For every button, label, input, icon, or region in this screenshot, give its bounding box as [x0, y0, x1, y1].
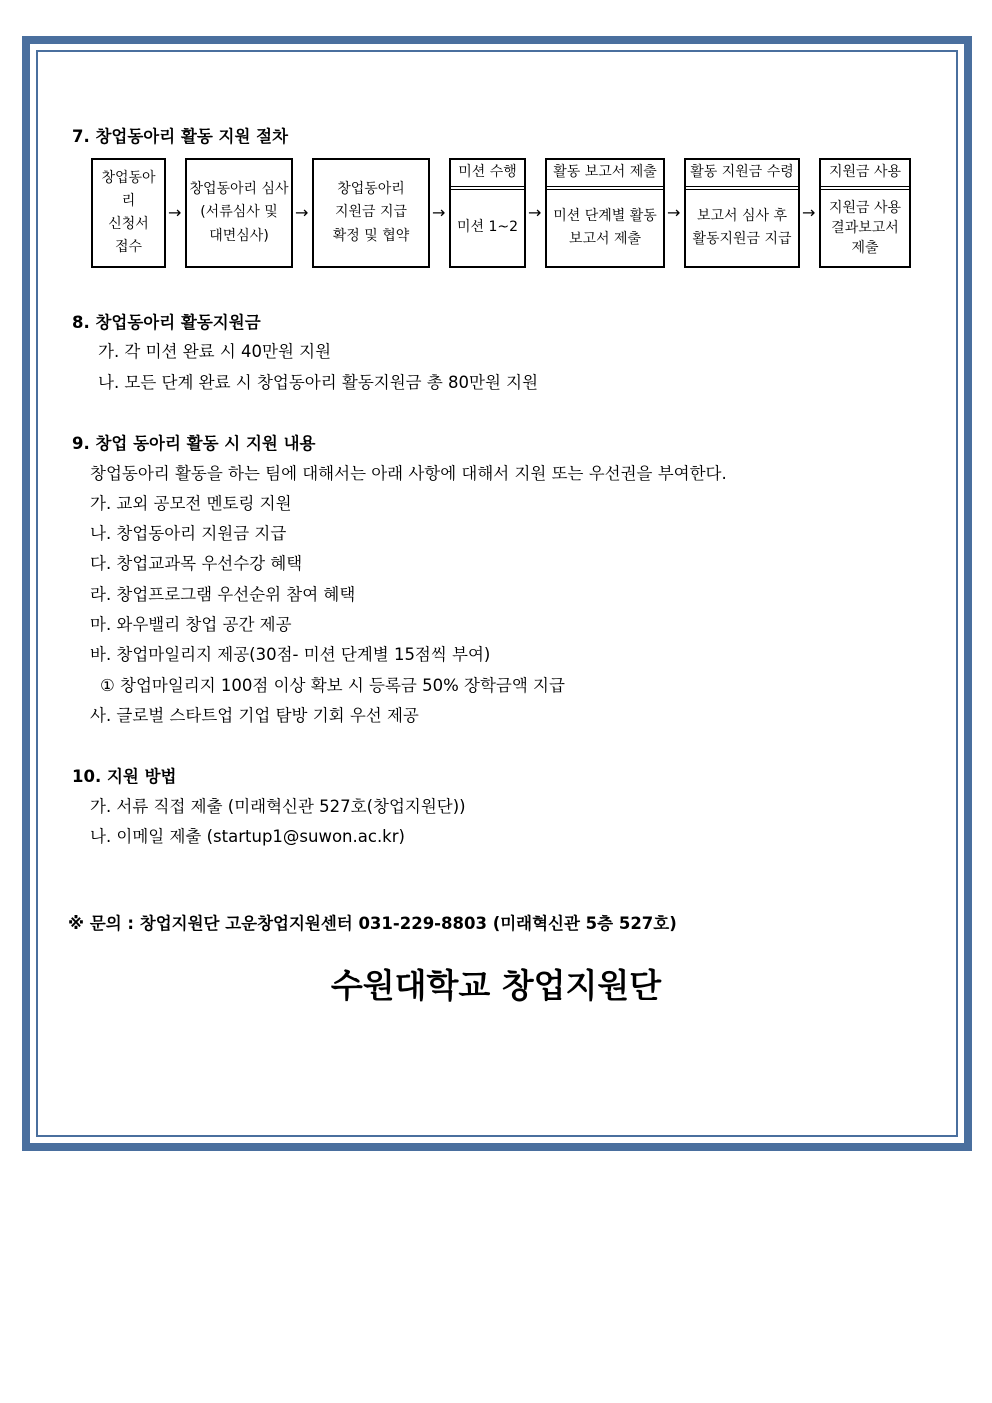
flow-step-7-line: 결과보고서 — [831, 219, 899, 236]
flow-step-3 — [312, 158, 430, 268]
section-8-item: 나. 모든 단계 완료 시 창업동아리 활동지원금 총 80만원 지원 — [98, 373, 539, 392]
flow-step-7-line: 제출 — [851, 240, 879, 257]
flow-step-6-line: 보고서 심사 후 — [696, 207, 788, 224]
flow-arrow-3: → — [432, 203, 446, 222]
section-8-item: 가. 각 미션 완료 시 40만원 지원 — [98, 342, 332, 361]
section-9-item: 바. 창업마일리지 제공(30점- 미션 단계별 15점씩 부여) — [90, 645, 491, 664]
section-10-title: 10. 지원 방법 — [72, 767, 177, 786]
section-9-subitem: ① 창업마일리지 100점 이상 확보 시 등록금 50% 장학금액 지급 — [100, 676, 565, 695]
section-9-title: 9. 창업 동아리 활동 시 지원 내용 — [72, 434, 316, 453]
flow-step-1-line: 창업동아리 — [101, 169, 156, 209]
flow-step-5-line: 보고서 제출 — [568, 231, 642, 247]
flow-arrow-6: → — [802, 203, 816, 222]
flow-step-7-line: 지원금 사용 — [828, 199, 902, 216]
flow-step-5-header: 활동 보고서 제출 — [547, 160, 663, 190]
flow-step-3-line: 창업동아리 — [337, 181, 405, 198]
section-9-item: 사. 글로벌 스타트업 기업 탐방 기회 우선 제공 — [90, 706, 419, 725]
flow-arrow-4: → — [528, 203, 542, 222]
organization-signature: 수원대학교 창업지원단 — [330, 966, 662, 1005]
flow-step-2 — [185, 158, 293, 268]
section-7-title: 7. 창업동아리 활동 지원 절차 — [72, 127, 289, 146]
flow-step-7-header: 지원금 사용 — [821, 160, 909, 190]
flow-step-5 — [545, 158, 665, 268]
section-9-item: 마. 와우밸리 창업 공간 제공 — [90, 615, 292, 634]
flow-step-2-line: (서류심사 및 — [200, 204, 278, 221]
section-9-item: 가. 교외 공모전 멘토링 지원 — [90, 494, 292, 513]
flow-step-6 — [684, 158, 800, 268]
flow-arrow-5: → — [667, 203, 681, 222]
section-9-item: 다. 창업교과목 우선수강 혜택 — [90, 554, 303, 573]
section-9-item: 나. 창업동아리 지원금 지급 — [90, 524, 287, 543]
flow-step-3-line: 지원금 지급 — [334, 204, 408, 221]
flow-step-3-line: 확정 및 협약 — [332, 227, 410, 244]
flow-step-6-line: 활동지원금 지급 — [692, 231, 792, 247]
flow-step-1-line: 신청서 — [108, 216, 149, 232]
flow-step-2-line: 대면심사) — [209, 227, 269, 244]
flow-step-1 — [91, 158, 166, 268]
flow-step-6-header: 활동 지원금 수령 — [686, 160, 798, 190]
section-8-title: 8. 창업동아리 활동지원금 — [72, 313, 261, 332]
flow-step-5-line: 미션 단계별 활동 — [553, 207, 657, 224]
contact-notice: ※ 문의 : 창업지원단 고운창업지원센터 031-229-8803 (미래혁신관 5층 527호) — [68, 914, 677, 933]
flow-step-2-line: 창업동아리 심사 — [189, 181, 289, 198]
flow-step-1-line: 접수 — [114, 239, 143, 256]
flow-step-4 — [449, 158, 526, 268]
section-10-item: 가. 서류 직접 제출 (미래혁신관 527호(창업지원단)) — [90, 797, 466, 816]
flow-step-7 — [819, 158, 911, 268]
flow-step-4-line: 미션 1~2 — [456, 219, 519, 236]
section-9-intro: 창업동아리 활동을 하는 팀에 대해서는 아래 사항에 대해서 지원 또는 우선권을 부여한다. — [90, 464, 727, 483]
flow-arrow-1: → — [168, 203, 182, 222]
flow-step-4-header: 미션 수행 — [451, 160, 524, 190]
section-10-item: 나. 이메일 제출 (startup1@suwon.ac.kr) — [90, 827, 405, 846]
section-9-item: 라. 창업프로그램 우선순위 참여 혜택 — [90, 585, 356, 604]
flow-arrow-2: → — [295, 203, 309, 222]
